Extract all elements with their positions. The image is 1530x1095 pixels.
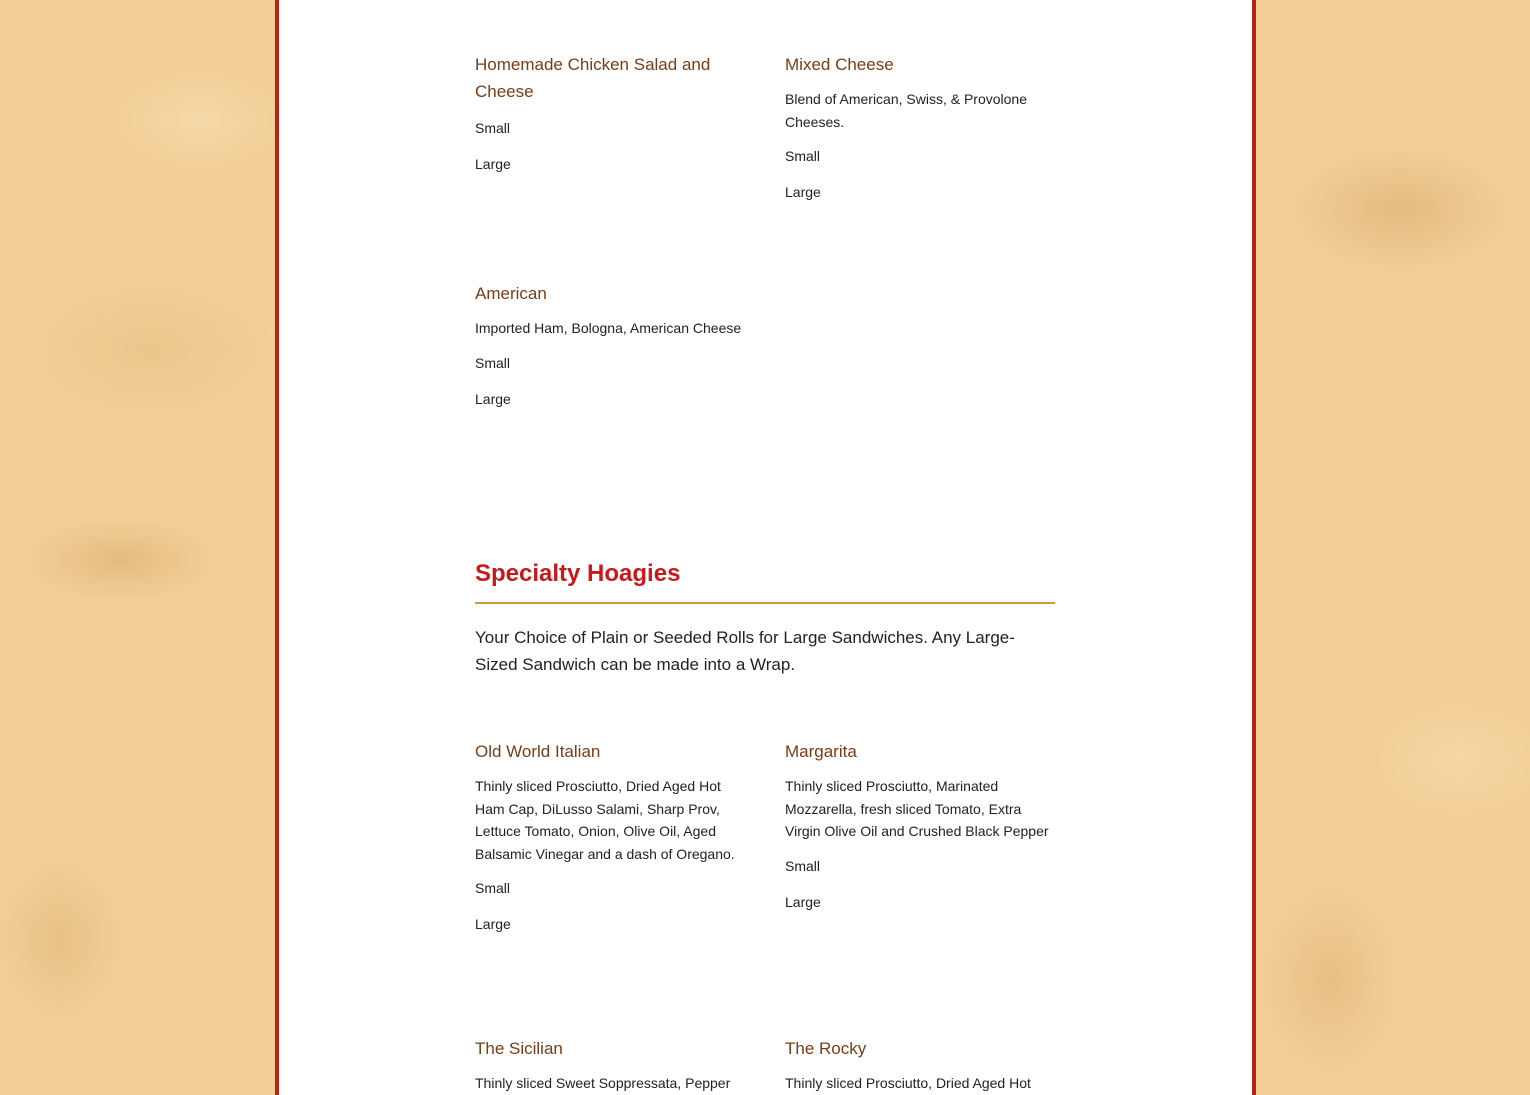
size-large-label: Large <box>475 156 511 172</box>
menu-item-old-world-italian <box>475 738 745 933</box>
size-large-label: Large <box>785 184 821 200</box>
size-small-label: Small <box>475 354 511 371</box>
size-large-label: Large <box>785 893 821 910</box>
menu-item-american <box>475 280 745 408</box>
section-title-specialty-hoagies: Specialty Hoagies <box>475 560 681 587</box>
menu-item-the-rocky <box>785 1035 1055 1095</box>
menu-item-title: Old World Italian <box>475 742 601 761</box>
section-divider <box>475 602 1055 604</box>
menu-item-title: Mixed Cheese <box>785 55 894 74</box>
menu-item-description: Thinly sliced Prosciutto, Dried Aged Hot Ham Cap, DiLusso Salami, Sharp Prov, Lettuce Tomato, Onion, Olive Oil, Aged Balsamic Vinegar and a dash of Oregano. <box>475 778 735 862</box>
menu-item-description: Thinly sliced Prosciutto, Marinated Mozzarella, fresh sliced Tomato, Extra Virgin Olive Oil and Crushed Black Pepper <box>785 778 1049 839</box>
menu-content <box>475 0 1055 1095</box>
menu-item-title: The Sicilian <box>475 1039 563 1058</box>
menu-item-title: American <box>475 284 547 303</box>
size-small-label: Small <box>785 148 821 164</box>
menu-item-mixed-cheese <box>785 51 1055 201</box>
menu-item-chicken-salad <box>475 51 745 173</box>
menu-item-title: Homemade Chicken Salad and Cheese <box>475 55 711 101</box>
size-small-label: Small <box>475 120 511 136</box>
size-small-label: Small <box>475 880 511 896</box>
menu-item-the-sicilian <box>475 1035 760 1095</box>
menu-item-description: Blend of American, Swiss, & Provolone Cheeses. <box>785 91 1028 130</box>
menu-item-description: Imported Ham, Bologna, American Cheese <box>475 320 742 336</box>
menu-item-title: Margarita <box>785 742 857 761</box>
size-large-label: Large <box>475 916 511 932</box>
menu-item-description: Thinly sliced Sweet Soppressata, Pepper <box>475 1075 731 1091</box>
menu-item-title: The Rocky <box>785 1039 867 1058</box>
menu-item-description: Thinly sliced Prosciutto, Dried Aged Hot <box>785 1075 1031 1091</box>
size-large-label: Large <box>475 390 511 407</box>
section-note: Your Choice of Plain or Seeded Rolls for Large Sandwiches. Any Large-Sized Sandwich can be made into a Wrap. <box>475 628 1015 674</box>
size-small-label: Small <box>785 857 821 874</box>
menu-item-margarita <box>785 738 1055 911</box>
